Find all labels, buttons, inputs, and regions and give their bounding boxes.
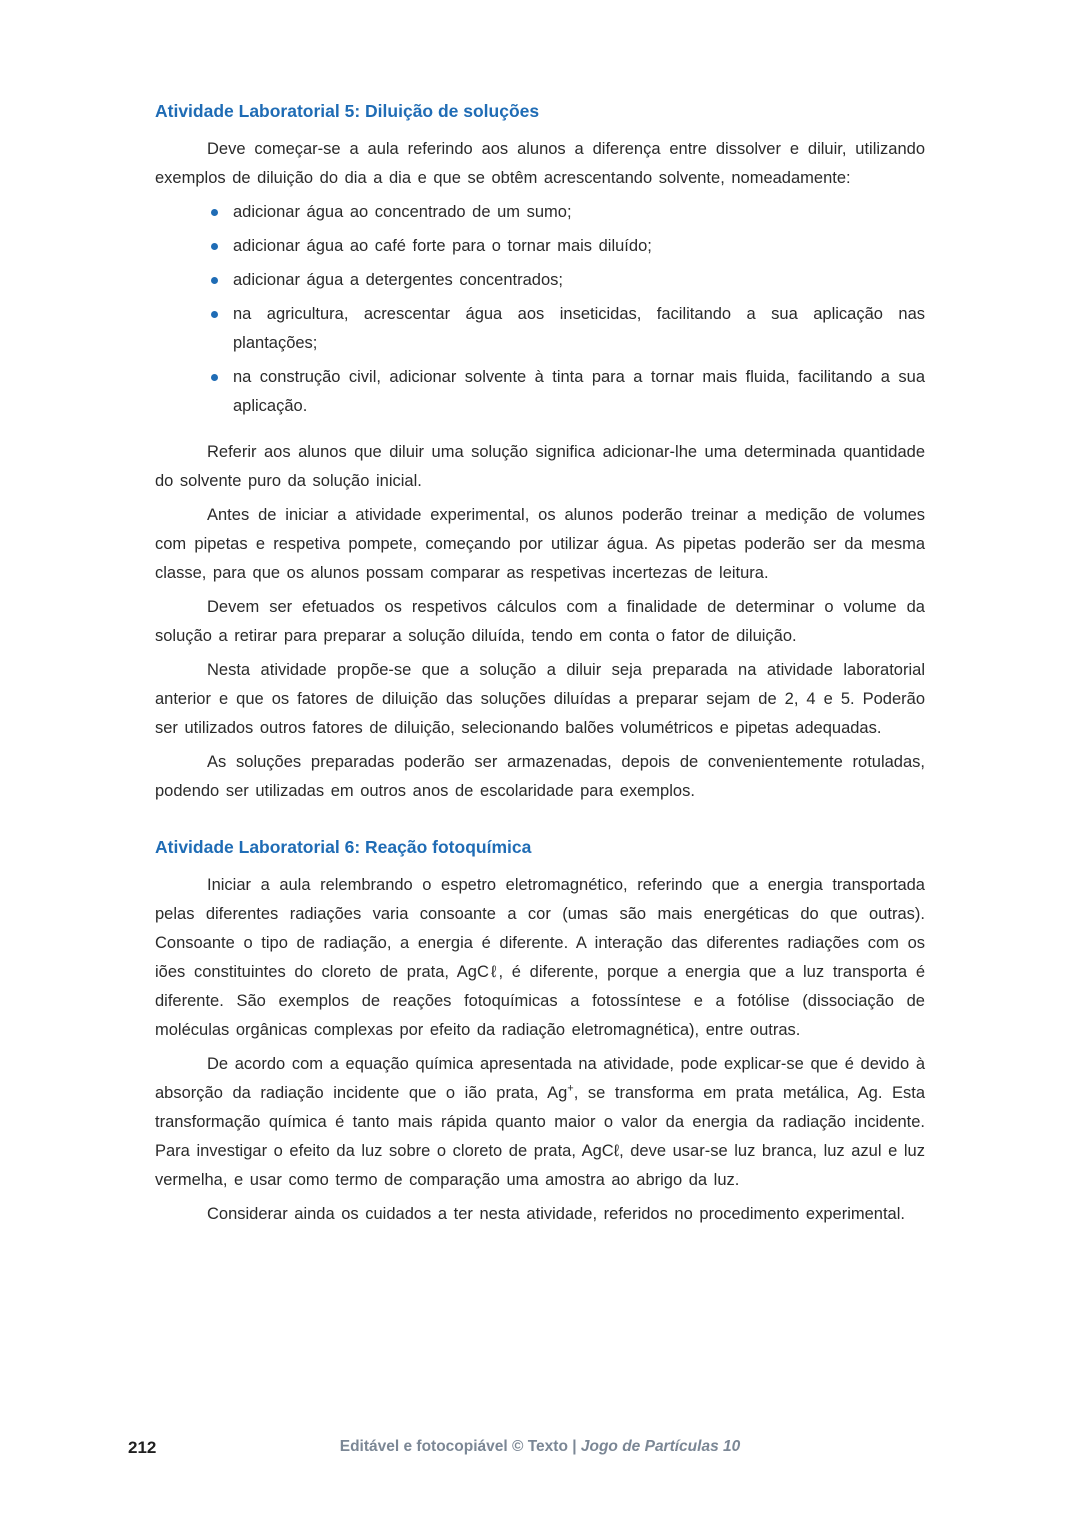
- paragraph: Considerar ainda os cuidados a ter nesta atividade, referidos no procedimento experimental.: [207, 1205, 905, 1223]
- bullet-icon: [211, 277, 218, 284]
- bullet-icon: [211, 374, 218, 381]
- footer-imprint-text: Editável e fotocopiável © Texto |: [339, 1438, 581, 1455]
- paragraph: Iniciar a aula relembrando o espetro eletromagnético, referindo que a energia transportada pelas diferentes radiações varia consoante a cor (umas são mais energéticas do que outras). Consoante o tipo de radiação, a energia é diferente. A interação das diferentes radiações com os iões constituintes do cloreto de prata, AgCℓ, é diferente, porque a energia que a luz transporta é diferente. São exemplos de reações fotoquímicas a fotossíntese e a fotólise (dissociação de moléculas orgânicas complexas por efeito da radiação eletromagnética), entre outras.: [155, 876, 925, 1039]
- page-number: 212: [128, 1438, 157, 1457]
- page-content: [155, 100, 925, 1234]
- paragraph-text-before-superscript: De acordo com a equação química apresentada na atividade, pode explicar-se que é devido à absorção da radiação incidente que o ião prata, Ag: [155, 1055, 925, 1102]
- list-item: [210, 198, 925, 227]
- bullet-icon: [211, 311, 218, 318]
- bullet-list: [155, 198, 925, 421]
- list-item-text: adicionar água ao concentrado de um sumo;: [233, 203, 572, 221]
- list-item: [210, 300, 925, 358]
- paragraph: [155, 1050, 925, 1195]
- section-atividade-laboratorial-5: [155, 100, 925, 806]
- footer-imprint-line: [0, 1438, 1080, 1456]
- list-item: [210, 232, 925, 261]
- bullet-icon: [211, 243, 218, 250]
- paragraph: Devem ser efetuados os respetivos cálculos com a finalidade de determinar o volume da solução a retirar para preparar a solução diluída, tendo em conta o fator de diluição.: [155, 598, 925, 645]
- section-atividade-laboratorial-6: [155, 836, 925, 1229]
- section-heading: Atividade Laboratorial 6: Reação fotoquímica: [155, 837, 532, 857]
- bullet-icon: [211, 209, 218, 216]
- section-heading: Atividade Laboratorial 5: Diluição de soluções: [155, 101, 540, 121]
- paragraph: Referir aos alunos que diluir uma solução significa adicionar-lhe uma determinada quantidade do solvente puro da solução inicial.: [155, 443, 925, 490]
- paragraph: Nesta atividade propõe-se que a solução a diluir seja preparada na atividade laboratorial anterior e que os fatores de diluição das soluções diluídas a preparar sejam de 2, 4 e 5. Poderão ser utilizados outros fatores de diluição, selecionando balões volumétricos e pipetas adequadas.: [155, 661, 925, 737]
- list-item: [210, 363, 925, 421]
- list-item: [210, 266, 925, 295]
- list-item-text: na construção civil, adicionar solvente à tinta para a tornar mais fluida, facilitando a sua aplicação.: [233, 368, 925, 415]
- list-item-text: na agricultura, acrescentar água aos inseticidas, facilitando a sua aplicação nas plantações;: [233, 305, 925, 352]
- paragraph: As soluções preparadas poderão ser armazenadas, depois de convenientemente rotuladas, podendo ser utilizadas em outros anos de escolaridade para exemplos.: [155, 753, 925, 800]
- list-item-text: adicionar água a detergentes concentrados;: [233, 271, 563, 289]
- paragraph: Antes de iniciar a atividade experimental, os alunos poderão treinar a medição de volumes com pipetas e respetiva pompete, começando por utilizar água. As pipetas poderão ser da mesma classe, para que os alunos possam comparar as respetivas incertezas de leitura.: [155, 506, 925, 582]
- list-item-text: adicionar água ao café forte para o tornar mais diluído;: [233, 237, 652, 255]
- footer-book-title: Jogo de Partículas 10: [580, 1438, 741, 1455]
- paragraph: Deve começar-se a aula referindo aos alunos a diferença entre dissolver e diluir, utilizando exemplos de diluição do dia a dia e que se obtêm acrescentando solvente, nomeadamente:: [155, 140, 925, 187]
- paragraph-text-after-superscript: , se transforma em prata metálica, Ag. Esta transformação química é tanto mais rápida quanto maior o valor da energia da radiação incidente. Para investigar o efeito da luz sobre o cloreto de prata, AgCℓ, deve usar-se luz branca, luz azul e luz vermelha, e usar como termo de comparação uma amostra ao abrigo da luz.: [155, 1084, 925, 1189]
- page-footer: [0, 1438, 1080, 1464]
- silver-ion-charge-superscript: +: [567, 1082, 574, 1095]
